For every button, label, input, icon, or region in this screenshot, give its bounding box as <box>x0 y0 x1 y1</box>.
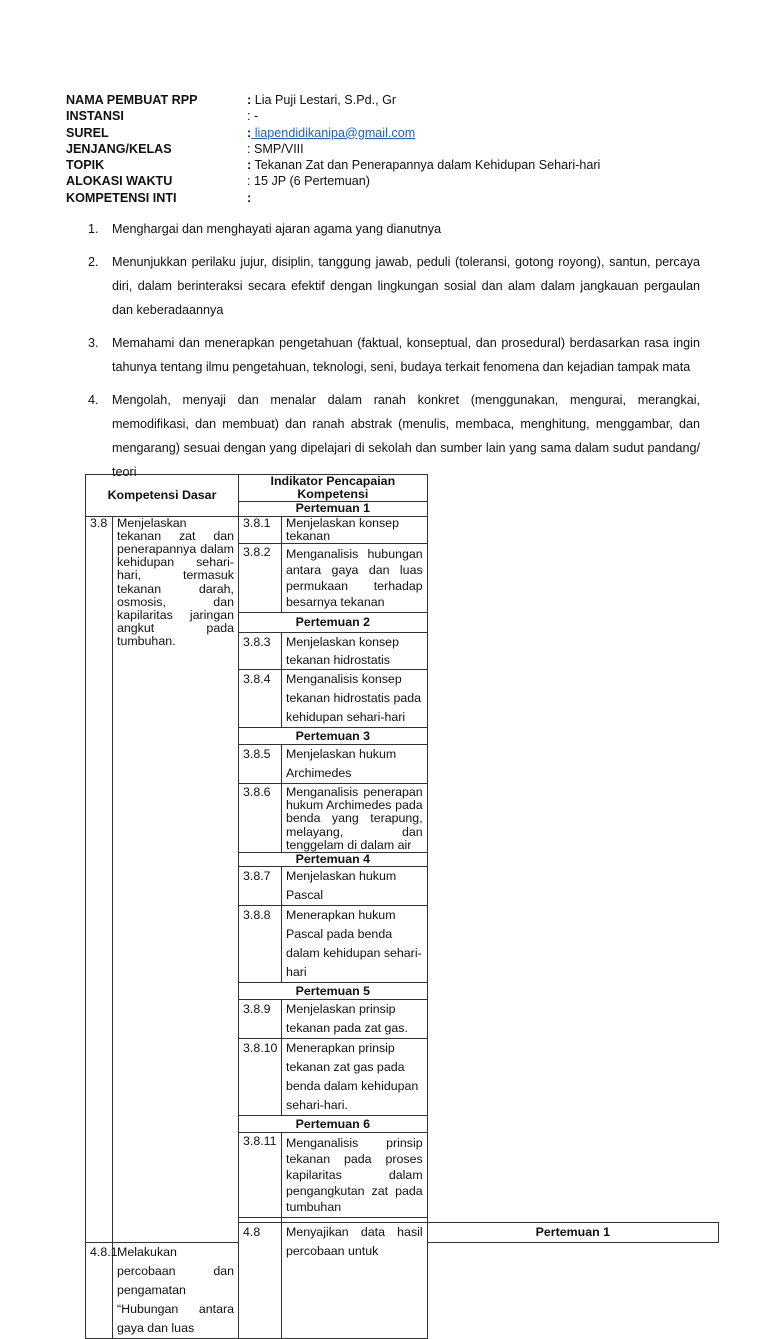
header-row-topic <box>66 157 706 173</box>
meeting-header: Pertemuan 4 <box>239 853 428 867</box>
list-item <box>88 250 700 322</box>
kd-text: Menjelaskan tekanan zat dan penerapannya dalam kehidupan sehari-hari, termasuk tekanan darah, osmosis, dan kapilaritas jaringan angkut pada tumbuhan. <box>113 516 239 1243</box>
topic-label: TOPIK <box>66 158 105 173</box>
indicator-number: 3.8.6 <box>239 784 282 853</box>
time-label: ALOKASI WAKTU <box>66 174 173 189</box>
colon: : <box>247 109 251 124</box>
kd-header: Kompetensi Dasar <box>86 475 239 517</box>
indicator-text: Menerapkan hukum Pascal pada benda dalam kehidupan sehari-hari <box>282 906 428 983</box>
ipk-header: Indikator Pencapaian Kompetensi <box>239 475 428 502</box>
indicator-number: 3.8.8 <box>239 906 282 983</box>
table-row <box>86 516 719 543</box>
indicator-text: Menjelaskan prinsip tekanan pada zat gas. <box>282 1000 428 1039</box>
colon: : <box>247 125 252 140</box>
indicator-number: 3.8.10 <box>239 1039 282 1116</box>
kd-number: 3.8 <box>86 516 113 1243</box>
indicator-text: Menjelaskan hukum Pascal <box>282 867 428 906</box>
meeting-header: Pertemuan 6 <box>239 1116 428 1133</box>
list-item <box>88 331 700 379</box>
list-text: Menunjukkan perilaku jujur, disiplin, tanggung jawab, peduli (toleransi, gotong royong), santun, percaya diri, dalam berinteraksi secara efektif dengan lingkungan sosial dan alam dalam jangkauan pergaulan dan keberadaannya <box>112 255 700 317</box>
email-label: SUREL <box>66 125 109 140</box>
institution-label: INSTANSI <box>66 109 124 124</box>
indicator-number: 3.8.5 <box>239 745 282 784</box>
colon: : <box>247 93 252 107</box>
colon: : <box>247 158 252 173</box>
indicator-number: 3.8.9 <box>239 1000 282 1039</box>
colon: : <box>247 190 252 205</box>
time-value: 15 JP (6 Pertemuan) <box>250 174 370 189</box>
meeting-header: Pertemuan 5 <box>239 983 428 1000</box>
institution-value: - <box>250 109 259 124</box>
indicator-text: Melakukan percobaan dan pengamatan “Hubungan antara gaya dan luas <box>113 1243 239 1339</box>
meeting-header: Pertemuan 3 <box>239 728 428 745</box>
list-text: Memahami dan menerapkan pengetahuan (faktual, konseptual, dan prosedural) berdasarkan rasa ingin tahunya tentang ilmu pengetahuan, teknologi, seni, budaya terkait fenomena dan kejadian tampak mata <box>112 336 700 374</box>
indicator-text: Menjelaskan konsep tekanan hidrostatis <box>282 633 428 670</box>
table-row <box>86 475 719 502</box>
indicator-text: Menjelaskan hukum Archimedes <box>282 745 428 784</box>
indicator-text: Menerapkan prinsip tekanan zat gas pada benda dalam kehidupan sehari-hari. <box>282 1039 428 1116</box>
indicator-number: 3.8.2 <box>239 544 282 613</box>
list-text: Mengolah, menyaji dan menalar dalam ranah konkret (menggunakan, mengurai, merangkai, memodifikasi, dan membuat) dan ranah abstrak (menulis, membaca, menghitung, menggambar, dan mengarang) sesuai dengan yang dipelajari di sekolah dan sumber lain yang sama dalam sudut pandang/ teori <box>112 393 700 479</box>
indicator-number: 3.8.11 <box>239 1133 282 1218</box>
indicator-text: Menganalisis hubungan antara gaya dan luas permukaan terhadap besarnya tekanan <box>282 544 428 613</box>
list-text: Menghargai dan menghayati ajaran agama yang dianutnya <box>112 222 442 236</box>
indicator-text: Menjelaskan konsep tekanan <box>282 516 428 543</box>
list-number: 1. <box>88 222 99 236</box>
header-row-time <box>66 173 706 189</box>
indicator-text: Menganalisis prinsip tekanan pada proses kapilaritas dalam pengangkutan zat pada tumbuhan <box>282 1133 428 1218</box>
topic-value: Tekanan Zat dan Penerapannya dalam Kehidupan Sehari-hari <box>251 158 601 173</box>
author-label: NAMA PEMBUAT RPP <box>66 93 198 107</box>
level-value: SMP/VIII <box>250 141 304 156</box>
meeting-header: Pertemuan 2 <box>239 613 428 633</box>
colon: : <box>247 141 251 156</box>
indicator-number: 3.8.3 <box>239 633 282 670</box>
meeting-header: Pertemuan 1 <box>239 502 428 516</box>
competency-table <box>85 474 719 1339</box>
header-row-ki <box>66 190 706 206</box>
list-item <box>88 388 700 484</box>
indicator-number: 3.8.7 <box>239 867 282 906</box>
meeting-header: Pertemuan 1 <box>427 1223 718 1243</box>
ki-label: KOMPETENSI INTI <box>66 190 177 205</box>
header-row-author <box>66 92 706 108</box>
document-header <box>66 92 706 206</box>
email-link[interactable]: liapendidikanipa@gmail.com <box>251 125 416 140</box>
indicator-number: 3.8.1 <box>239 516 282 543</box>
kd-text: Menyajikan data hasil percobaan untuk <box>282 1223 428 1339</box>
list-number: 2. <box>88 255 99 269</box>
header-row-email <box>66 125 706 141</box>
header-row-level <box>66 141 706 157</box>
kd-number: 4.8 <box>239 1223 282 1339</box>
indicator-text: Menganalisis konsep tekanan hidrostatis pada kehidupan sehari-hari <box>282 670 428 728</box>
indicator-number: 3.8.4 <box>239 670 282 728</box>
header-row-institution <box>66 108 706 124</box>
indicator-text: Menganalisis penerapan hukum Archimedes pada benda yang terapung, melayang, dan tenggelam di dalam air <box>282 784 428 853</box>
level-label: JENJANG/KELAS <box>66 141 172 156</box>
kompetensi-inti-list <box>88 217 700 484</box>
indicator-number: 4.8.1 <box>86 1243 113 1339</box>
list-number: 4. <box>88 393 99 407</box>
colon: : <box>247 174 251 189</box>
list-number: 3. <box>88 336 99 350</box>
list-item <box>88 217 700 241</box>
author-value: Lia Puji Lestari, S.Pd., Gr <box>251 93 397 107</box>
